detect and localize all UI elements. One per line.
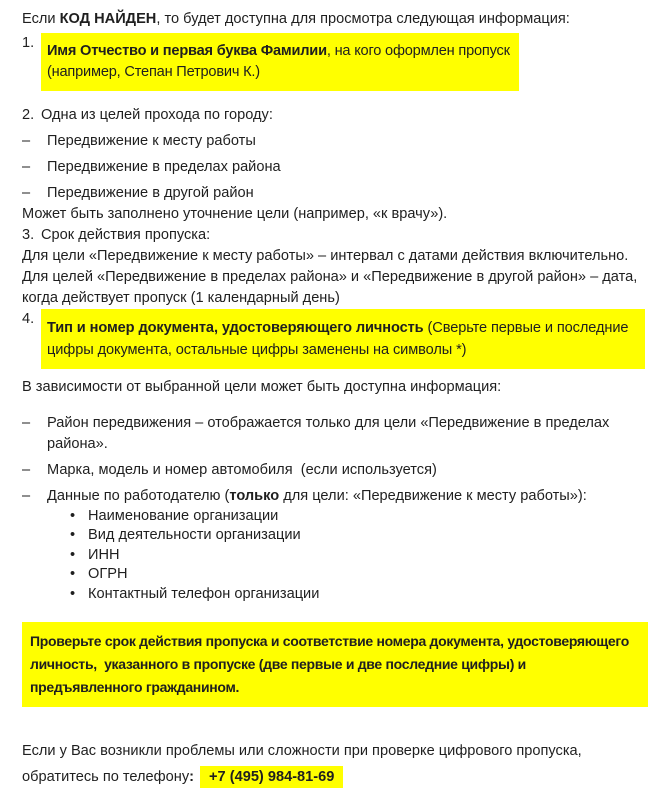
item1-bold-text: Имя Отчество и первая буква Фамилии (47, 43, 327, 59)
purpose-option-work (22, 131, 649, 152)
intro-code-found: КОД НАЙДЕН (59, 11, 157, 27)
item3-paragraph-line3: когда действует пропуск (1 календарный день) (22, 290, 340, 306)
bullet-item-org-name (70, 507, 649, 527)
intro-paragraph (22, 9, 649, 30)
depends-intro: В зависимости от выбранной цели может быть доступна информация: (22, 379, 502, 395)
support-phone-number: +7 (495) 984-81-69 (200, 766, 343, 788)
list-item-2 (22, 105, 649, 126)
item2-title: Одна из целей прохода по городу: (41, 107, 273, 123)
item4-number: 4. (22, 311, 35, 327)
depends-district-line1: Район передвижения – отображается только для цели «Передвижение в пределах (47, 414, 610, 431)
list-item-1 (22, 33, 649, 91)
bullet-label: ИНН (88, 546, 120, 563)
bullet-marker: • (70, 566, 76, 583)
highlight-warning-block (22, 622, 648, 707)
highlight-name-info (41, 33, 519, 91)
list-item-4 (22, 309, 649, 369)
dash-marker: – (22, 159, 31, 175)
highlight-document-info (41, 309, 645, 369)
purpose-option-label: Передвижение в другой район (47, 185, 254, 201)
item1-number: 1. (22, 35, 35, 51)
footer-colon: : (189, 769, 195, 786)
item3-paragraph-line2: Для целей «Передвижение в пределах района» и «Передвижение в другой район» – дата, (22, 269, 638, 285)
intro-text-pre: Если (22, 11, 60, 27)
item2-note: Может быть заполнено уточнение цели (например, «к врачу»). (22, 206, 448, 222)
bullet-marker: • (70, 546, 76, 563)
bullet-item-org-phone (70, 585, 649, 605)
depends-employer-text (47, 486, 587, 507)
warning-line3: предъявленного гражданином. (30, 679, 240, 696)
warning-line1: Проверьте срок действия пропуска и соответствие номера документа, удостоверяющего (30, 633, 630, 650)
item4-line1 (47, 317, 639, 339)
depends-item-car (22, 460, 649, 481)
employer-pre: Данные по работодателю ( (47, 487, 230, 504)
depends-item-employer (22, 486, 649, 507)
bullet-marker: • (70, 585, 76, 602)
employer-details-list (22, 507, 649, 605)
bullet-label: Вид деятельности организации (88, 527, 301, 544)
dash-marker: – (22, 487, 31, 504)
item2-number: 2. (22, 107, 35, 123)
warning-line2: личность, указанного в пропуске (две первые и две последние цифры) и (30, 656, 526, 673)
bullet-label: Наименование организации (88, 507, 279, 524)
depends-district-text (47, 413, 609, 455)
purpose-option-label: Передвижение в пределах района (47, 159, 281, 175)
dash-marker: – (22, 414, 31, 431)
item4-bold-text: Тип и номер документа, удостоверяющего личность (47, 320, 424, 336)
bullet-item-inn (70, 546, 649, 566)
item3-number: 3. (22, 227, 35, 243)
item1-line1 (47, 41, 513, 62)
purpose-option-district (22, 157, 649, 178)
list-item-3 (22, 225, 649, 246)
item3-paragraph-line1: Для цели «Передвижение к месту работы» – интервал с датами действия включительно. (22, 248, 629, 264)
bullet-marker: • (70, 507, 76, 524)
item4-rest-text: (Сверьте первые и последние (423, 320, 629, 336)
depends-car-text: Марка, модель и номер автомобиля (если используется) (47, 461, 437, 478)
footer-line1: Если у Вас возникли проблемы или сложности при проверке цифрового пропуска, (22, 743, 582, 760)
employer-post: для цели: «Передвижение к месту работы»): (279, 487, 587, 504)
bullet-marker: • (70, 527, 76, 544)
bullet-label: ОГРН (88, 566, 128, 583)
depends-item-district (22, 413, 649, 455)
intro-text-post: , то будет доступна для просмотра следующая информация: (156, 11, 570, 27)
bullet-label: Контактный телефон организации (88, 585, 320, 602)
item3-title: Срок действия пропуска: (41, 227, 211, 243)
purpose-option-other-district (22, 183, 649, 204)
item4-line2: цифры документа, остальные цифры заменены на символы *) (47, 342, 467, 358)
bullet-item-ogrn (70, 565, 649, 585)
footer-line2-text: обратитесь по телефону (22, 769, 190, 786)
purpose-option-label: Передвижение к месту работы (47, 133, 256, 149)
footer-section (22, 738, 649, 790)
dash-marker: – (22, 133, 31, 149)
dash-marker: – (22, 185, 31, 201)
depends-district-line2: района». (47, 435, 108, 452)
footer-line2 (22, 764, 649, 790)
bullet-item-org-activity (70, 526, 649, 546)
employer-bold-only: только (229, 487, 280, 504)
item1-line2: (например, Степан Петрович К.) (47, 64, 260, 80)
item1-rest-text: , на кого оформлен пропуск (326, 43, 510, 59)
dash-marker: – (22, 461, 31, 478)
